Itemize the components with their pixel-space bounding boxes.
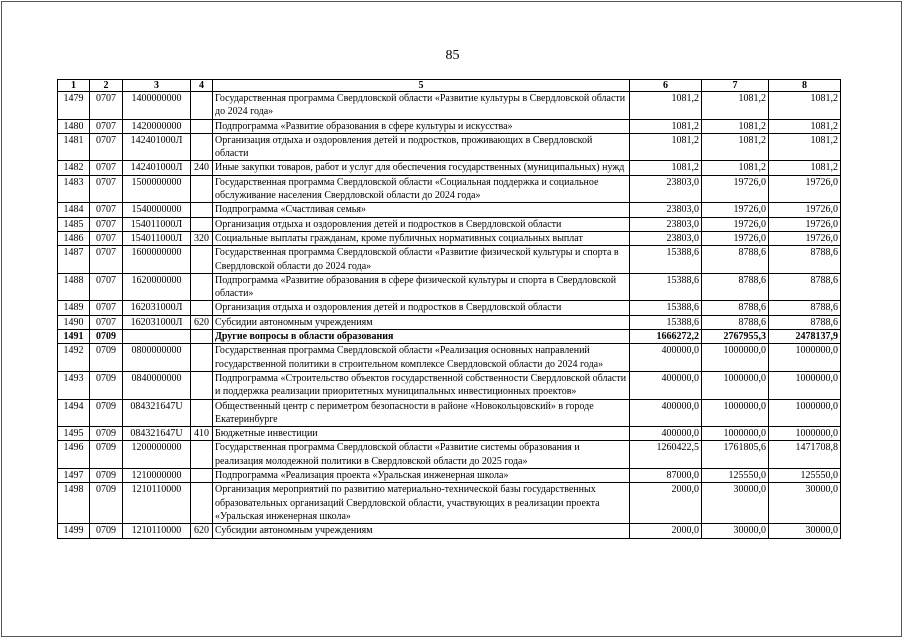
column-header: 3 [123, 80, 191, 92]
row-number: 1495 [58, 427, 90, 441]
row-number: 1491 [58, 330, 90, 344]
table-row [58, 92, 841, 120]
expense-type-code [191, 301, 213, 315]
item-name: Государственная программа Свердловской области «Развитие физической культуры и спорта в Свердловской области до 2024 года» [213, 246, 630, 274]
section-code: 0707 [90, 175, 123, 203]
target-article-code: 084321647U [123, 427, 191, 441]
item-name: Подпрограмма «Реализация проекта «Уральская инженерная школа» [213, 469, 630, 483]
row-number: 1489 [58, 301, 90, 315]
amount-col7: 1081,2 [702, 119, 769, 133]
section-code: 0709 [90, 330, 123, 344]
row-number: 1493 [58, 371, 90, 399]
column-header: 6 [630, 80, 702, 92]
item-name: Подпрограмма «Развитие образования в сфере физической культуры и спорта в Свердловской области» [213, 273, 630, 301]
amount-col6: 23803,0 [630, 203, 702, 217]
section-code: 0707 [90, 217, 123, 231]
target-article-code: 1600000000 [123, 246, 191, 274]
row-number: 1483 [58, 175, 90, 203]
target-article-code: 084321647U [123, 399, 191, 427]
row-number: 1484 [58, 203, 90, 217]
target-article-code: 1210110000 [123, 483, 191, 524]
expense-type-code [191, 441, 213, 469]
amount-col8: 1000000,0 [769, 344, 841, 372]
section-code: 0707 [90, 231, 123, 245]
table-row [58, 161, 841, 175]
section-code: 0707 [90, 119, 123, 133]
amount-col8: 1000000,0 [769, 399, 841, 427]
target-article-code: 1210000000 [123, 469, 191, 483]
row-number: 1498 [58, 483, 90, 524]
amount-col7: 1081,2 [702, 133, 769, 161]
target-article-code: 162031000Л [123, 301, 191, 315]
amount-col7: 19726,0 [702, 175, 769, 203]
item-name: Бюджетные инвестиции [213, 427, 630, 441]
column-header: 7 [702, 80, 769, 92]
item-name: Субсидии автономным учреждениям [213, 315, 630, 329]
section-code: 0707 [90, 273, 123, 301]
target-article-code: 0800000000 [123, 344, 191, 372]
amount-col8: 1000000,0 [769, 371, 841, 399]
expense-type-code: 240 [191, 161, 213, 175]
amount-col8: 2478137,9 [769, 330, 841, 344]
expense-type-code [191, 371, 213, 399]
section-code: 0709 [90, 524, 123, 538]
amount-col7: 2767955,3 [702, 330, 769, 344]
column-header: 4 [191, 80, 213, 92]
amount-col7: 19726,0 [702, 203, 769, 217]
amount-col8: 1000000,0 [769, 427, 841, 441]
target-article-code: 142401000Л [123, 133, 191, 161]
column-header: 2 [90, 80, 123, 92]
amount-col7: 125550,0 [702, 469, 769, 483]
section-code: 0709 [90, 483, 123, 524]
section-code: 0707 [90, 301, 123, 315]
row-number: 1486 [58, 231, 90, 245]
section-code: 0709 [90, 344, 123, 372]
amount-col6: 400000,0 [630, 427, 702, 441]
amount-col7: 1761805,6 [702, 441, 769, 469]
amount-col8: 1081,2 [769, 133, 841, 161]
table-body [58, 92, 841, 539]
target-article-code: 154011000Л [123, 217, 191, 231]
amount-col8: 19726,0 [769, 217, 841, 231]
expense-type-code [191, 203, 213, 217]
amount-col7: 8788,6 [702, 246, 769, 274]
amount-col7: 30000,0 [702, 483, 769, 524]
row-number: 1481 [58, 133, 90, 161]
amount-col7: 30000,0 [702, 524, 769, 538]
item-name: Организация мероприятий по развитию материально-технической базы государственных образовательных организаций Свердловской области, участвующих в реализации проекта «Уральская инженерная школа» [213, 483, 630, 524]
amount-col8: 19726,0 [769, 203, 841, 217]
amount-col7: 19726,0 [702, 217, 769, 231]
amount-col6: 87000,0 [630, 469, 702, 483]
expense-type-code [191, 246, 213, 274]
row-number: 1485 [58, 217, 90, 231]
target-article-code: 0840000000 [123, 371, 191, 399]
target-article-code: 154011000Л [123, 231, 191, 245]
row-number: 1499 [58, 524, 90, 538]
section-code: 0707 [90, 161, 123, 175]
amount-col8: 1471708,8 [769, 441, 841, 469]
target-article-code [123, 330, 191, 344]
expense-type-code [191, 330, 213, 344]
amount-col6: 400000,0 [630, 344, 702, 372]
amount-col7: 1081,2 [702, 92, 769, 120]
expense-type-code [191, 399, 213, 427]
expense-type-code [191, 344, 213, 372]
amount-col6: 1081,2 [630, 161, 702, 175]
amount-col6: 1081,2 [630, 133, 702, 161]
expense-type-code [191, 469, 213, 483]
budget-table [57, 79, 841, 539]
amount-col6: 400000,0 [630, 399, 702, 427]
amount-col6: 15388,6 [630, 273, 702, 301]
table-row [58, 469, 841, 483]
row-number: 1496 [58, 441, 90, 469]
section-code: 0709 [90, 441, 123, 469]
section-code: 0709 [90, 399, 123, 427]
row-number: 1492 [58, 344, 90, 372]
table-row [58, 441, 841, 469]
section-code: 0707 [90, 315, 123, 329]
section-code: 0707 [90, 92, 123, 120]
target-article-code: 1500000000 [123, 175, 191, 203]
table-row [58, 133, 841, 161]
item-name: Организация отдыха и оздоровления детей и подростков в Свердловской области [213, 301, 630, 315]
amount-col8: 30000,0 [769, 524, 841, 538]
header-row [58, 80, 841, 92]
amount-col8: 1081,2 [769, 92, 841, 120]
section-code: 0707 [90, 203, 123, 217]
row-number: 1494 [58, 399, 90, 427]
item-name: Социальные выплаты гражданам, кроме публичных нормативных социальных выплат [213, 231, 630, 245]
table-row [58, 330, 841, 344]
row-number: 1488 [58, 273, 90, 301]
item-name: Государственная программа Свердловской области «Реализация основных направлений государственной политики в строительном комплексе Свердловской области до 2024 года» [213, 344, 630, 372]
table-row [58, 301, 841, 315]
amount-col6: 15388,6 [630, 301, 702, 315]
amount-col7: 8788,6 [702, 315, 769, 329]
expense-type-code [191, 175, 213, 203]
expense-type-code: 410 [191, 427, 213, 441]
amount-col8: 30000,0 [769, 483, 841, 524]
table-row [58, 217, 841, 231]
table-row [58, 246, 841, 274]
expense-type-code [191, 92, 213, 120]
table-row [58, 231, 841, 245]
amount-col6: 1081,2 [630, 92, 702, 120]
expense-type-code [191, 133, 213, 161]
item-name: Организация отдыха и оздоровления детей и подростков, проживающих в Свердловской области [213, 133, 630, 161]
amount-col7: 19726,0 [702, 231, 769, 245]
item-name: Субсидии автономным учреждениям [213, 524, 630, 538]
row-number: 1497 [58, 469, 90, 483]
expense-type-code [191, 273, 213, 301]
item-name: Подпрограмма «Развитие образования в сфере культуры и искусства» [213, 119, 630, 133]
amount-col6: 2000,0 [630, 524, 702, 538]
target-article-code: 1210110000 [123, 524, 191, 538]
expense-type-code [191, 119, 213, 133]
section-code: 0709 [90, 469, 123, 483]
table-row [58, 175, 841, 203]
amount-col6: 2000,0 [630, 483, 702, 524]
target-article-code: 142401000Л [123, 161, 191, 175]
amount-col7: 1000000,0 [702, 344, 769, 372]
target-article-code: 1420000000 [123, 119, 191, 133]
table-row [58, 203, 841, 217]
expense-type-code [191, 217, 213, 231]
column-header: 8 [769, 80, 841, 92]
item-name: Государственная программа Свердловской области «Развитие культуры в Свердловской области до 2024 года» [213, 92, 630, 120]
amount-col8: 19726,0 [769, 231, 841, 245]
amount-col6: 23803,0 [630, 175, 702, 203]
table-row [58, 427, 841, 441]
amount-col8: 19726,0 [769, 175, 841, 203]
row-number: 1482 [58, 161, 90, 175]
row-number: 1490 [58, 315, 90, 329]
table-row [58, 371, 841, 399]
amount-col6: 15388,6 [630, 315, 702, 329]
item-name: Государственная программа Свердловской области «Развитие системы образования и реализация молодежной политики в Свердловской области до 2025 года» [213, 441, 630, 469]
amount-col7: 1000000,0 [702, 427, 769, 441]
target-article-code: 1400000000 [123, 92, 191, 120]
table-row [58, 344, 841, 372]
amount-col8: 1081,2 [769, 161, 841, 175]
amount-col6: 400000,0 [630, 371, 702, 399]
amount-col8: 1081,2 [769, 119, 841, 133]
amount-col7: 1000000,0 [702, 371, 769, 399]
amount-col7: 1081,2 [702, 161, 769, 175]
item-name: Другие вопросы в области образования [213, 330, 630, 344]
target-article-code: 1620000000 [123, 273, 191, 301]
amount-col6: 1666272,2 [630, 330, 702, 344]
amount-col6: 1260422,5 [630, 441, 702, 469]
section-code: 0707 [90, 246, 123, 274]
table-row [58, 273, 841, 301]
expense-type-code [191, 483, 213, 524]
amount-col6: 23803,0 [630, 231, 702, 245]
table-row [58, 315, 841, 329]
item-name: Иные закупки товаров, работ и услуг для обеспечения государственных (муниципальных) нужд [213, 161, 630, 175]
expense-type-code: 320 [191, 231, 213, 245]
amount-col8: 8788,6 [769, 301, 841, 315]
item-name: Подпрограмма «Счастливая семья» [213, 203, 630, 217]
amount-col6: 1081,2 [630, 119, 702, 133]
amount-col6: 23803,0 [630, 217, 702, 231]
section-code: 0709 [90, 371, 123, 399]
amount-col8: 8788,6 [769, 315, 841, 329]
amount-col7: 1000000,0 [702, 399, 769, 427]
target-article-code: 1540000000 [123, 203, 191, 217]
item-name: Организация отдыха и оздоровления детей и подростков в Свердловской области [213, 217, 630, 231]
amount-col7: 8788,6 [702, 273, 769, 301]
target-article-code: 162031000Л [123, 315, 191, 329]
page-number: 85 [445, 48, 460, 63]
table-row [58, 483, 841, 524]
column-header: 5 [213, 80, 630, 92]
row-number: 1479 [58, 92, 90, 120]
section-code: 0709 [90, 427, 123, 441]
item-name: Подпрограмма «Строительство объектов государственной собственности Свердловской области и поддержка реализации приоритетных муниципальных инвестиционных проектов» [213, 371, 630, 399]
table-row [58, 399, 841, 427]
row-number: 1487 [58, 246, 90, 274]
section-code: 0707 [90, 133, 123, 161]
expense-type-code: 620 [191, 315, 213, 329]
table-row [58, 524, 841, 538]
item-name: Общественный центр с периметром безопасности в районе «Новокольцовский» в городе Екатеринбурге [213, 399, 630, 427]
amount-col7: 8788,6 [702, 301, 769, 315]
column-header: 1 [58, 80, 90, 92]
expense-type-code: 620 [191, 524, 213, 538]
amount-col6: 15388,6 [630, 246, 702, 274]
target-article-code: 1200000000 [123, 441, 191, 469]
table-row [58, 119, 841, 133]
amount-col8: 8788,6 [769, 273, 841, 301]
amount-col8: 8788,6 [769, 246, 841, 274]
row-number: 1480 [58, 119, 90, 133]
item-name: Государственная программа Свердловской области «Социальная поддержка и социальное обслуживание населения Свердловской области до 2024 года» [213, 175, 630, 203]
amount-col8: 125550,0 [769, 469, 841, 483]
